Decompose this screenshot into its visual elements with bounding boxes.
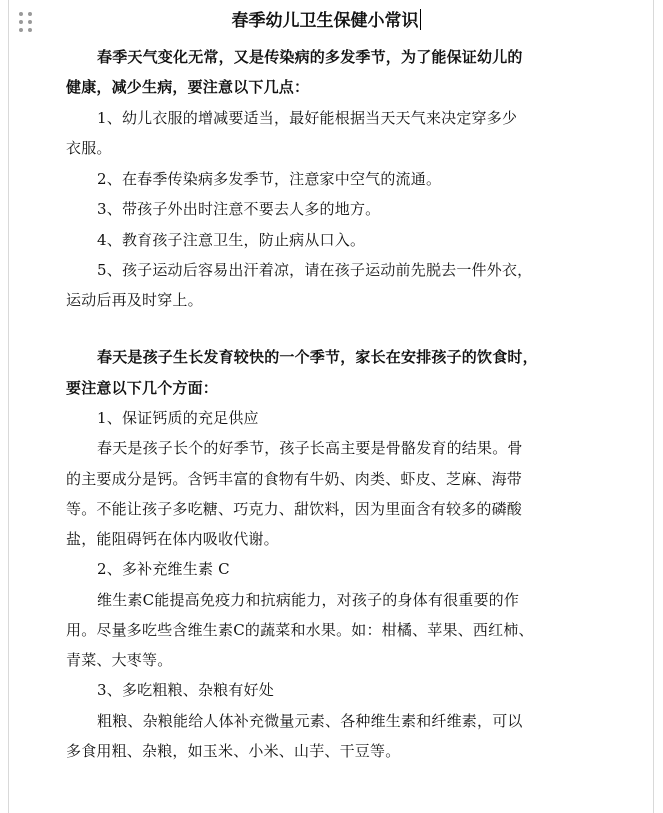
paragraph-line: 衣服。 (66, 139, 112, 157)
paragraph-line: 等。不能让孩子多吃糖、巧克力、甜饮料，因为里面含有较多的磷酸 (66, 500, 523, 518)
paragraph-line: 春天是孩子生长发育较快的一个季节，家长在安排孩子的饮食时， (97, 348, 538, 366)
paragraph-line: 用。尽量多吃些含维生素C的蔬菜和水果。如：柑橘、苹果、西红柿、 (66, 621, 534, 639)
text-cursor (420, 9, 421, 30)
document-title[interactable] (66, 9, 586, 33)
paragraph-line: 的主要成分是钙。含钙丰富的食物有牛奶、肉类、虾皮、芝麻、海带 (66, 470, 523, 488)
paragraph-line: 1、保证钙质的充足供应 (97, 409, 259, 427)
paragraph-line: 春天是孩子长个的好季节，孩子长高主要是骨骼发育的结果。骨 (97, 439, 523, 457)
paragraph-line: 多食用粗、杂粮，如玉米、小米、山芋、干豆等。 (66, 742, 401, 760)
paragraph-line: 2、多补充维生素 C (97, 560, 230, 578)
paragraph-line: 2、在春季传染病多发季节，注意家中空气的流通。 (97, 170, 442, 188)
paragraph-line: 粗粮、杂粮能给人体补充微量元素、各种维生素和纤维素，可以 (97, 712, 523, 730)
paragraph-line: 运动后再及时穿上。 (66, 291, 203, 309)
paragraph-line: 青菜、大枣等。 (66, 651, 173, 669)
paragraph-line: 健康，减少生病，要注意以下几点： (66, 78, 310, 96)
drag-handle-icon[interactable] (19, 12, 35, 32)
paragraph-line: 春季天气变化无常，又是传染病的多发季节，为了能保证幼儿的 (97, 48, 523, 66)
document-title-text: 春季幼儿卫生保健小常识 (231, 11, 419, 31)
paragraph-line: 3、多吃粗粮、杂粮有好处 (97, 681, 274, 699)
paragraph-line: 3、带孩子外出时注意不要去人多的地方。 (97, 200, 381, 218)
paragraph-line: 要注意以下几个方面： (66, 379, 219, 397)
paragraph-line: 维生素C能提高免疫力和抗病能力，对孩子的身体有很重要的作 (97, 591, 520, 609)
paragraph-line: 盐，能阻碍钙在体内吸收代谢。 (66, 530, 279, 548)
paragraph-line: 4、教育孩子注意卫生，防止病从口入。 (97, 231, 366, 249)
paragraph-line: 5、孩子运动后容易出汗着凉，请在孩子运动前先脱去一件外衣， (97, 261, 533, 279)
paragraph-line: 1、幼儿衣服的增减要适当，最好能根据当天天气来决定穿多少 (97, 109, 518, 127)
